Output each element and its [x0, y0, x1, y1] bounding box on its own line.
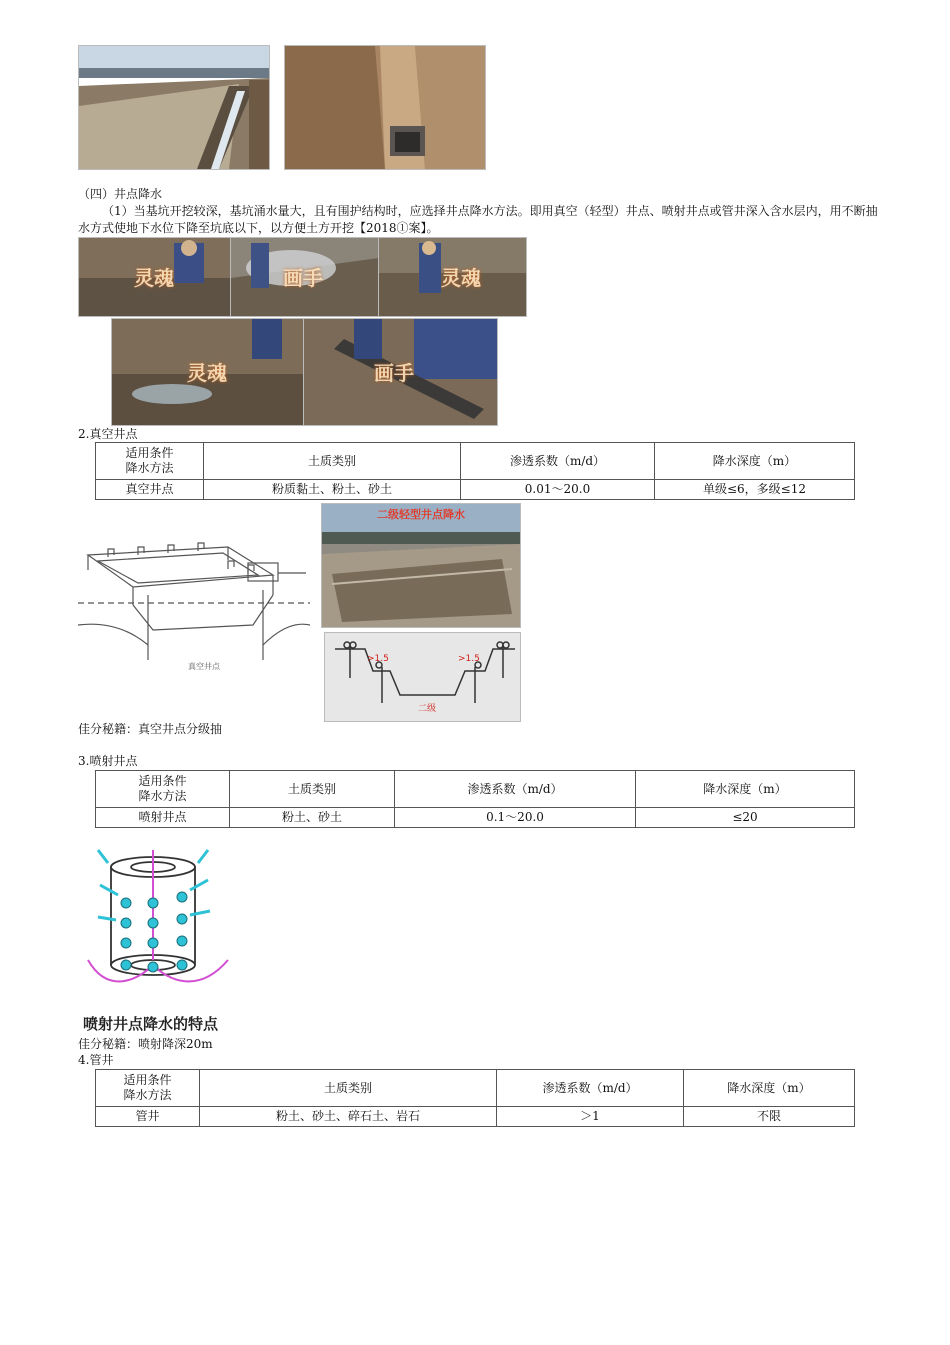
- header-method: 降水方法: [123, 1088, 172, 1102]
- table-cell: ＞1: [497, 1107, 684, 1127]
- worker-photo: [78, 237, 232, 317]
- header-method: 降水方法: [138, 789, 187, 803]
- jet-note: 佳分秘籍：喷射降深20m: [78, 1037, 213, 1051]
- table-cell: ≤20: [636, 808, 855, 828]
- stage-label: >1.5: [367, 654, 389, 664]
- table-row: [96, 1107, 855, 1127]
- intro-paragraph: （1）当基坑开挖较深，基坑涌水量大，且有围护结构时，应选择井点降水方法。即用真空（轻型）井点、喷射井点或管井深入含水层内，用不断抽水方式使地下水位下降至坑底以下，以方便土方开挖【2018①案】。: [78, 204, 878, 235]
- vacuum-well-diagram: [78, 535, 310, 675]
- header-cell: 降水深度（m）: [655, 443, 855, 480]
- section-heading: （四）井点降水: [78, 187, 163, 201]
- header-cell: 渗透系数（m/d）: [497, 1070, 684, 1107]
- figure-caption: 喷射井点降水的特点: [83, 1015, 219, 1033]
- trench-photo: [284, 45, 486, 170]
- table-cell: 粉质黏土、粉土、砂土: [204, 480, 461, 500]
- header-condition: 适用条件: [123, 1073, 172, 1087]
- table-cell: 真空井点: [96, 480, 204, 500]
- watermark-text: 灵魂: [187, 361, 227, 385]
- table-cell: 不限: [684, 1107, 855, 1127]
- watermark-text: 画手: [283, 266, 323, 290]
- table-cell: 0.1～20.0: [395, 808, 636, 828]
- diagram-caption: 真空井点: [188, 662, 220, 671]
- jet-table: [95, 770, 855, 828]
- jet-heading: 3.喷射井点: [78, 754, 138, 768]
- two-stage-photo: [321, 503, 521, 628]
- table-cell: 单级≤6，多级≤12: [655, 480, 855, 500]
- stage-caption: 二级: [418, 704, 437, 714]
- worker-photo: [230, 237, 380, 317]
- vacuum-heading: 2.真空井点: [78, 427, 138, 441]
- header-condition: 适用条件: [125, 446, 174, 460]
- table-cell: 喷射井点: [96, 808, 230, 828]
- header-cell: 土质类别: [204, 443, 461, 480]
- worker-photo: [303, 318, 498, 426]
- header-cell: [96, 771, 230, 808]
- watermark-text: 画手: [374, 361, 414, 385]
- header-cell: 渗透系数（m/d）: [461, 443, 655, 480]
- table-cell: 粉土、砂土: [230, 808, 395, 828]
- photo-title: 二级轻型井点降水: [377, 508, 465, 521]
- header-cell: 土质类别: [200, 1070, 497, 1107]
- vacuum-table: [95, 442, 855, 500]
- header-cell: 渗透系数（m/d）: [395, 771, 636, 808]
- tube-heading: 4.管井: [78, 1053, 114, 1067]
- watermark-text: 灵魂: [134, 266, 174, 290]
- tube-table: [95, 1069, 855, 1127]
- worker-photo: [378, 237, 527, 317]
- two-stage-section: [324, 632, 521, 722]
- header-cell: [96, 1070, 200, 1107]
- jet-well-figure: [78, 845, 243, 1033]
- canal-photo: [78, 45, 270, 170]
- table-cell: 管井: [96, 1107, 200, 1127]
- header-cell: 降水深度（m）: [684, 1070, 855, 1107]
- header-cell: [96, 443, 204, 480]
- vacuum-note: 佳分秘籍：真空井点分级抽: [78, 722, 223, 736]
- header-condition: 适用条件: [138, 774, 187, 788]
- table-row: [96, 808, 855, 828]
- header-cell: 降水深度（m）: [636, 771, 855, 808]
- table-cell: 粉土、砂土、碎石土、岩石: [200, 1107, 497, 1127]
- worker-photo: [111, 318, 305, 426]
- table-cell: 0.01～20.0: [461, 480, 655, 500]
- table-row: [96, 480, 855, 500]
- header-cell: 土质类别: [230, 771, 395, 808]
- watermark-text: 灵魂: [441, 266, 481, 290]
- stage-label: >1.5: [458, 654, 480, 664]
- header-method: 降水方法: [125, 461, 174, 475]
